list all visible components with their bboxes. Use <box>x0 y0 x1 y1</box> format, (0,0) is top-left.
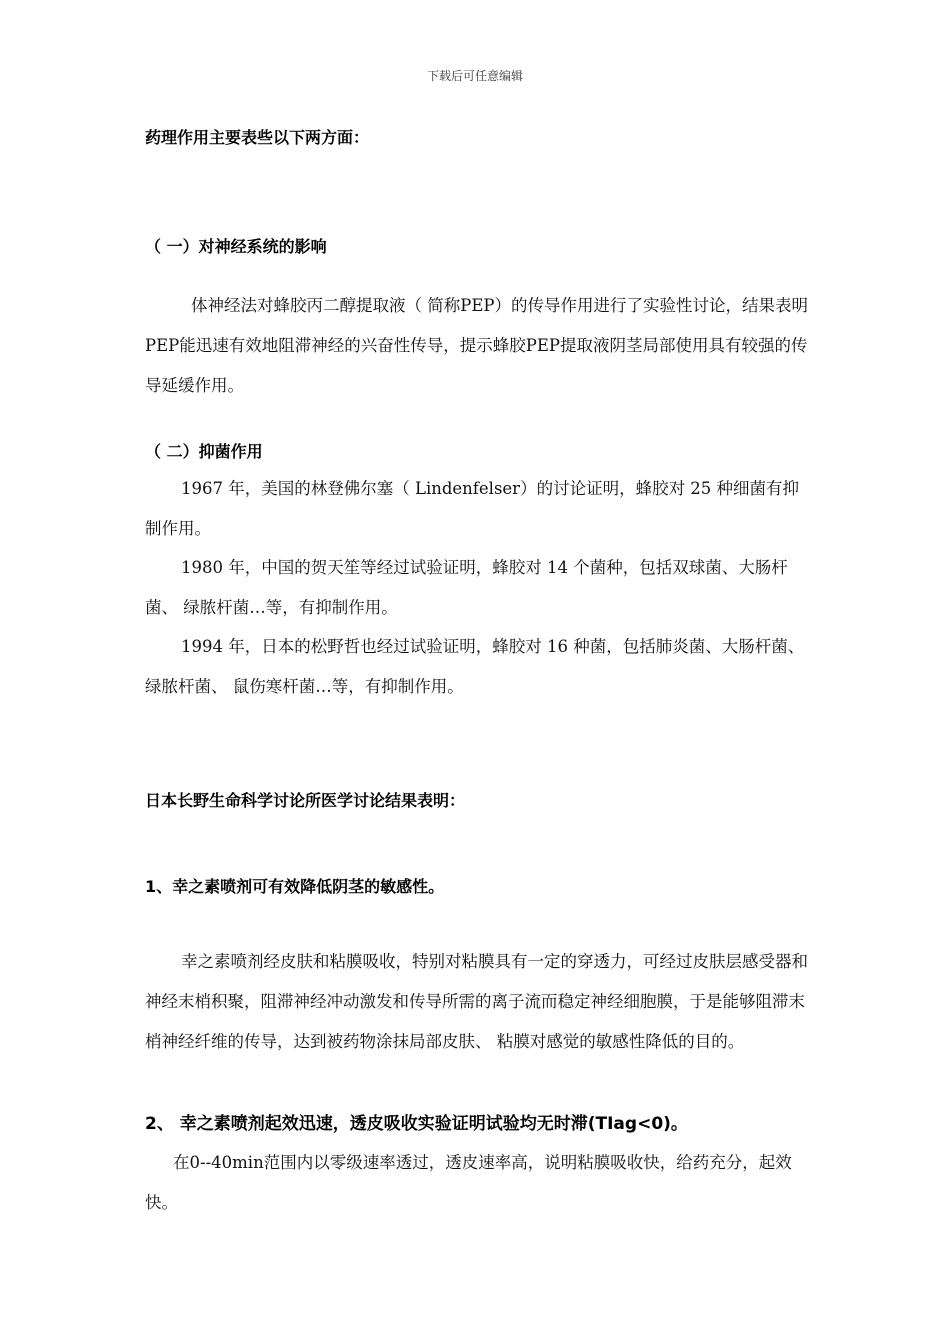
main-heading: 药理作用主要表些以下两方面： <box>145 128 370 147</box>
page-header: 下载后可任意编辑 <box>426 69 523 83</box>
point-1-title: 1、幸之素喷剂可有效降低阴茎的敏感性。 <box>145 877 445 896</box>
section-2-title: （ 二）抑菌作用 <box>145 442 263 461</box>
study-heading: 日本长野生命科学讨论所医学讨论结果表明： <box>145 791 466 810</box>
section-2-paragraph-2: 1980 年，中国的贺天笙等经过试验证明，蜂胶对 14 个菌种，包括双球菌、大肠杆菌、 绿脓杆菌…等，有抑制作用。 <box>145 558 788 617</box>
section-1-title: （ 一）对神经系统的影响 <box>145 237 327 256</box>
section-2-paragraph-1: 1967 年，美国的林登佛尔塞（ Lindenfelser）的讨论证明，蜂胶对 25 种细菌有抑制作用。 <box>145 479 800 538</box>
section-2-paragraph-3: 1994 年，日本的松野哲也经过试验证明，蜂胶对 16 种菌，包括肺炎菌、大肠杆菌、 绿脓杆菌、 鼠伤寒杆菌…等，有抑制作用。 <box>145 637 805 696</box>
point-2-title: 2、 幸之素喷剂起效迅速，透皮吸收实验证明试验均无时滞(TIag<0)。 <box>145 1114 688 1134</box>
point-1-paragraph: 幸之素喷剂经皮肤和粘膜吸收，特别对粘膜具有一定的穿透力，可经过皮肤层感受器和神经末梢积聚，阻滞神经冲动激发和传导所需的离子流而稳定神经细胞膜，于是能够阻滞末梢神经纤维的传导，达到被药物涂抹局部皮肤、 粘膜对感觉的敏感性降低的目的。 <box>145 952 808 1051</box>
point-2-paragraph: 在0--40min范围内以零级速率透过，透皮速率高，说明粘膜吸收快，给药充分，起效快。 <box>145 1153 792 1212</box>
section-1-paragraph: 体神经法对蜂胶丙二醇提取液（ 简称PEP）的传导作用进行了实验性讨论，结果表明PEP能迅速有效地阻滞神经的兴奋性传导，提示蜂胶PEP提取液阴茎局部使用具有较强的传导延缓作用。 <box>145 296 808 395</box>
